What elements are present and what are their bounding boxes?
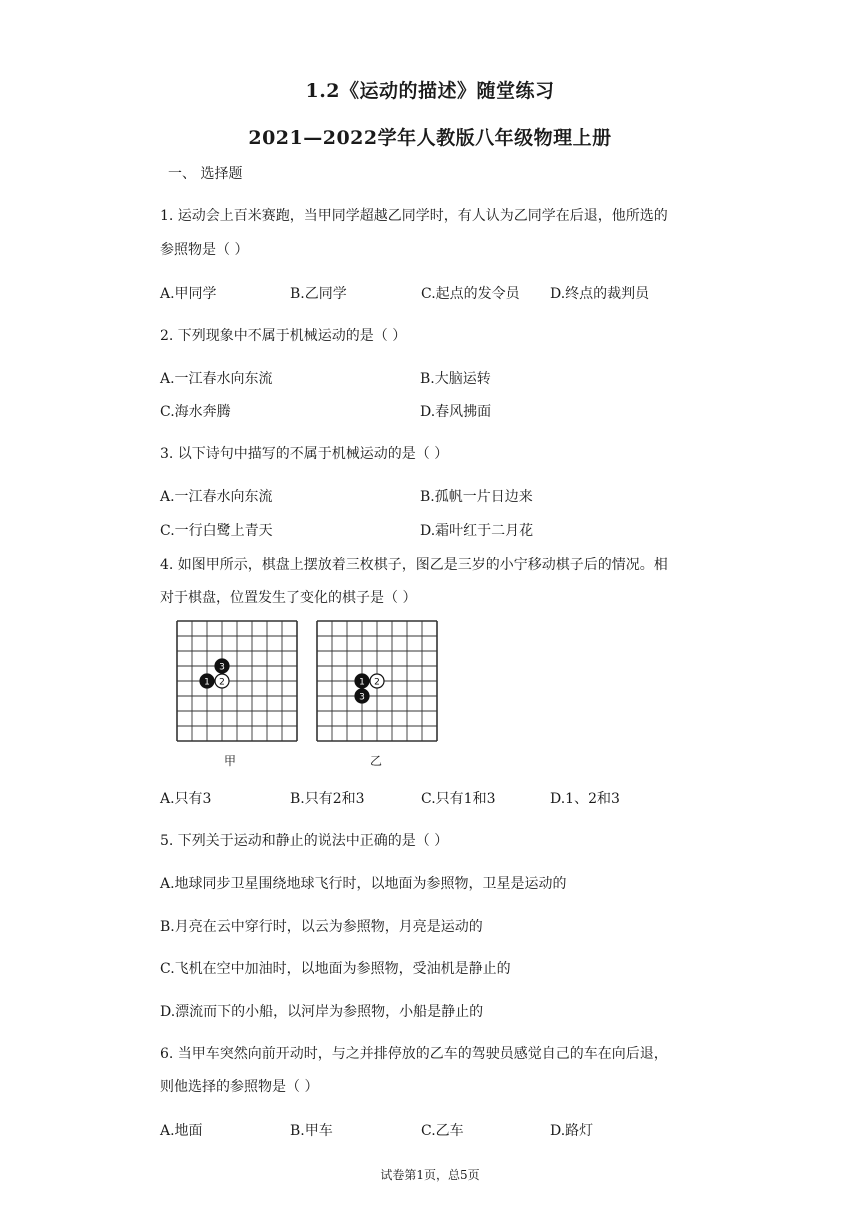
question-4-option-d: D.1、2和3: [550, 791, 620, 807]
chess-piece-3: [215, 659, 229, 673]
chess-piece-1: [355, 674, 369, 688]
svg-text:1: 1: [204, 677, 210, 688]
question-2-option-d: D.春风拂面: [420, 404, 492, 420]
figure-caption-b: 乙: [370, 754, 383, 768]
question-1-option-a: A.甲同学: [160, 286, 217, 302]
section-heading: 一、 选择题: [168, 166, 243, 182]
question-4-option-a: A.只有3: [160, 791, 212, 807]
chess-piece-1: [200, 674, 214, 688]
page-footer: 试卷第1页，总5页: [380, 1168, 480, 1182]
chess-piece-2: [215, 674, 229, 688]
question-5-option-b: B.月亮在云中穿行时，以云为参照物，月亮是运动的: [160, 919, 483, 935]
question-2-option-b: B.大脑运转: [420, 371, 491, 387]
question-1-text: 1. 运动会上百米赛跑，当甲同学超越乙同学时，有人认为乙同学在后退，他所选的: [160, 208, 668, 224]
question-6-option-b: B.甲车: [290, 1123, 333, 1139]
question-3-option-d: D.霜叶红于二月花: [420, 523, 534, 539]
document-subtitle: 2021—2022学年人教版八年级物理上册: [248, 127, 612, 149]
question-5-option-c: C.飞机在空中加油时，以地面为参照物，受油机是静止的: [160, 961, 511, 977]
question-2-text: 2. 下列现象中不属于机械运动的是（ ）: [160, 328, 407, 344]
chess-piece-2: [370, 674, 384, 688]
svg-text:2: 2: [374, 677, 380, 688]
question-5-option-d: D.漂流而下的小船，以河岸为参照物，小船是静止的: [160, 1004, 484, 1020]
question-3-text: 3. 以下诗句中描写的不属于机械运动的是（ ）: [160, 446, 449, 462]
figure-caption-a: 甲: [224, 754, 237, 768]
question-1-option-b: B.乙同学: [290, 286, 347, 302]
question-1-text-cont: 参照物是（ ）: [160, 242, 249, 258]
svg-text:3: 3: [219, 662, 225, 673]
question-4-text: 4. 如图甲所示，棋盘上摆放着三枚棋子，图乙是三岁的小宁移动棋子后的情况。相: [160, 557, 668, 573]
question-2-option-c: C.海水奔腾: [160, 404, 231, 420]
question-3-option-c: C.一行白鹭上青天: [160, 523, 273, 539]
question-4-option-b: B.只有2和3: [290, 791, 365, 807]
svg-text:1: 1: [359, 677, 365, 688]
chessboard-figure-a: [176, 620, 298, 742]
question-2-option-a: A.一江春水向东流: [160, 371, 273, 387]
question-5-text: 5. 下列关于运动和静止的说法中正确的是（ ）: [160, 833, 449, 849]
question-6-text: 6. 当甲车突然向前开动时，与之并排停放的乙车的驾驶员感觉自己的车在向后退，: [160, 1046, 668, 1062]
question-6-text-cont: 则他选择的参照物是（ ）: [160, 1079, 319, 1095]
question-4-option-c: C.只有1和3: [421, 791, 496, 807]
question-5-option-a: A.地球同步卫星围绕地球飞行时，以地面为参照物，卫星是运动的: [160, 876, 567, 892]
svg-text:3: 3: [359, 692, 365, 703]
question-4-text-cont: 对于棋盘，位置发生了变化的棋子是（ ）: [160, 590, 417, 606]
chessboard-figure-b: [316, 620, 438, 742]
question-3-option-a: A.一江春水向东流: [160, 489, 273, 505]
question-6-option-c: C.乙车: [421, 1123, 464, 1139]
question-1-option-c: C.起点的发令员: [421, 286, 520, 302]
question-6-option-a: A.地面: [160, 1123, 203, 1139]
chess-piece-3: [355, 689, 369, 703]
question-1-option-d: D.终点的裁判员: [550, 286, 650, 302]
question-6-option-d: D.路灯: [550, 1123, 594, 1139]
question-3-option-b: B.孤帆一片日边来: [420, 489, 533, 505]
svg-text:2: 2: [219, 677, 225, 688]
document-title: 1.2《运动的描述》随堂练习: [305, 80, 555, 102]
